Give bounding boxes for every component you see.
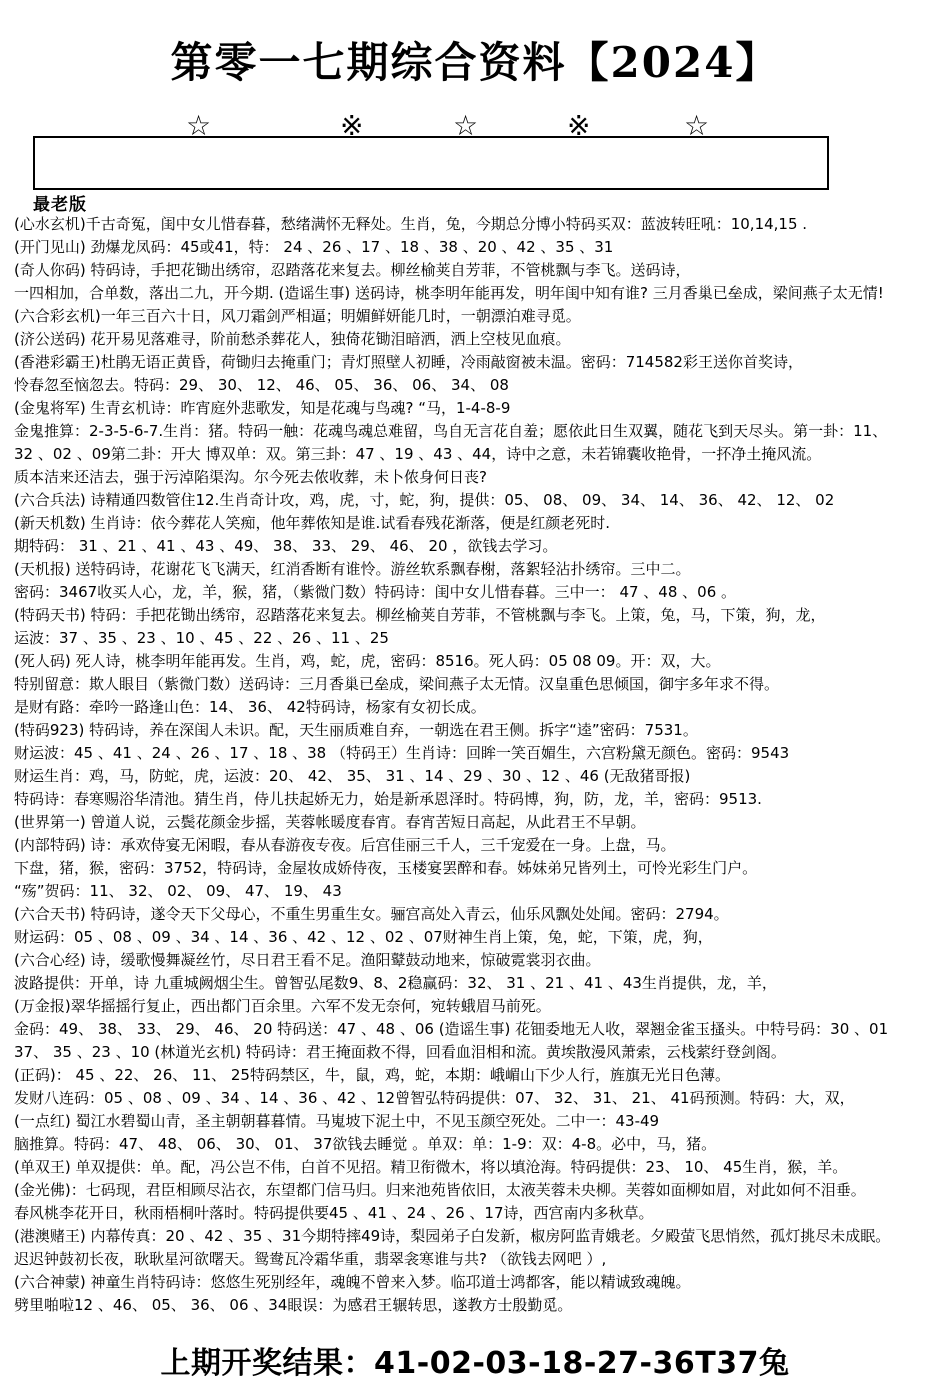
text-line: (六合心经) 诗，缓歌慢舞凝丝竹，尽日君王看不足。渔阳鼙鼓动地来，惊破霓裳羽衣曲。	[14, 951, 601, 969]
text-line: 一四相加，合单数，落出二九，开今期. (造谣生事) 送码诗，桃李明年能再发，明年闺中知有谁? 三月香巢已垒成，梁间燕子太无情!	[14, 284, 884, 302]
text-line: (世界第一) 曾道人说，云鬓花颜金步摇，芙蓉帐暖度春宵。春宵苦短日高起，从此君王不早朝。	[14, 813, 646, 831]
text-line: “殇”贺码：11、 32、 02、 09、 47、 19、 43	[14, 882, 342, 900]
text-line: 金码：49、 38、 33、 29、 46、 20 特码送：47 、48 、06 (造谣生事) 花钿委地无人收，翠翘金雀玉搔头。中特号码：30 、01	[14, 1020, 889, 1038]
text-line: 财运波：45 、41 、24 、26 、17 、18 、38 （特码王）生肖诗：回眸一笑百媚生，六宫粉黛无颜色。密码：9543	[14, 744, 790, 762]
text-line: 37、 35 、23 、10 (林道光玄机) 特码诗：君王掩面救不得，回看血泪相和流。黄埃散漫风萧索，云栈萦纡登剑阁。	[14, 1043, 786, 1061]
text-line: (特码天书) 特码：手把花锄出绣帘，忍踏落花来复去。柳丝榆荚自芳菲，不管桃飘与李飞。上策，兔，马，下策，狗，龙，	[14, 606, 826, 624]
star-icon: ☆	[453, 109, 479, 142]
text-line: 怜春忽至恼忽去。特码：29、 30、 12、 46、 05、 36、 06、 34、 08	[14, 376, 509, 394]
text-line: 下盘，猪，猴，密码：3752，特码诗，金屋妆成娇侍夜，玉楼宴罢醉和春。姊妹弟兄皆列土，可怜光彩生门户。	[14, 859, 758, 877]
text-line: 32 、02 、09第二卦：开大 博双单：双。第三卦：47 、19 、43 、44，诗中之意，未若锦囊收艳骨，一抔净土掩风流。	[14, 445, 822, 463]
blank-banner-box	[33, 136, 829, 190]
text-line: 财运码：05 、08 、09 、34 、14 、36 、42 、12 、02 、07财神生肖上策，兔，蛇，下策，虎，狗，	[14, 928, 713, 946]
text-line: (内部特码) 诗：承欢侍宴无闲暇，春从春游夜专夜。后宫佳丽三千人，三千宠爱在一身。上盘，马。	[14, 836, 676, 854]
text-line: (金光佛)：七码现，君臣相顾尽沾衣，东望都门信马归。归来池苑皆依旧，太液芙蓉未央柳。芙蓉如面柳如眉，对此如何不泪垂。	[14, 1181, 866, 1199]
text-line: (金鬼将军) 生青玄机诗：昨宵庭外悲歌发，知是花魂与鸟魂? “马，1-4-8-9	[14, 399, 511, 417]
text-line: 发财八连码：05 、08 、09 、34 、14 、36 、42 、12曾智弘特码提供：07、 32、 31、 21、 41码预测。特码：大，双，	[14, 1089, 855, 1107]
text-line: 脑推算。特码：47、 48、 06、 30、 01、 37欲钱去睡觉 。单双：单：1-9：双：4-8。必中，马，猪。	[14, 1135, 717, 1153]
edition-label: 最老版	[33, 195, 87, 215]
text-line: 金鬼推算：2-3-5-6-7.生肖：猪。特码一触：花魂鸟魂总难留，鸟自无言花自羞；愿依此日生双翼，随花飞到天尽头。第一卦：11、	[14, 422, 888, 440]
reference-mark-icon: ※	[340, 109, 364, 142]
text-line: (单双王) 单双提供：单。配，冯公岂不伟，白首不见招。精卫衔微木，将以填沧海。特码提供：23、 10、 45生肖，猴，羊。	[14, 1158, 848, 1176]
text-line: (正码)： 45 、22、 26、 11、 25特码禁区，牛，鼠，鸡，蛇，本期：峨嵋山下少人行，旌旗无光日色薄。	[14, 1066, 730, 1084]
text-line: (六合神蒙) 神童生肖特码诗：悠悠生死别经年，魂魄不曾来入梦。临邛道士鸿都客，能以精诚致魂魄。	[14, 1273, 691, 1291]
text-line: (万金报)翠华摇摇行复止，西出都门百余里。六军不发无奈何，宛转蛾眉马前死。	[14, 997, 551, 1015]
page-title: 第零一七期综合资料【2024】	[170, 38, 780, 87]
text-line: 期特码： 31 、21 、41 、43 、49、 38、 33、 29、 46、 20 ，欲钱去学习。	[14, 537, 558, 555]
text-line: 运波：37 、35 、23 、10 、45 、22 、26 、11 、25	[14, 629, 389, 647]
text-line: (天机报) 送特码诗，花谢花飞飞满天，红消香断有谁怜。游丝软系飘春榭，落絮轻沾扑绣帘。三中二。	[14, 560, 691, 578]
text-line: (香港彩霸王)杜鹃无语正黄昏，荷锄归去掩重门；青灯照壁人初睡，冷雨敲窗被未温。密码：714582彩王送你首奖诗，	[14, 353, 803, 371]
text-line: (六合彩玄机)一年三百六十日，风刀霜剑严相逼；明媚鲜妍能几时，一朝漂泊难寻觅。	[14, 307, 581, 325]
text-line: 劈里啪啦12 、46、 05、 36、 06 、34眼误：为感君王辗转思，遂教方士殷勤觅。	[14, 1296, 573, 1314]
text-line: (开门见山) 劲爆龙凤码：45或41，特： 24 、26 、17 、18 、38 、20 、42 、35 、31	[14, 238, 614, 256]
text-line: (心水玄机)千古奇冤，闺中女儿惜春暮，愁绪满怀无释处。生肖，兔，今期总分博小特码买双：蓝波转旺吼：10,14,15 .	[14, 215, 808, 233]
text-line: 财运生肖：鸡，马，防蛇，虎，运波：20、 42、 35、 31 、14 、29 、30 、12 、46 (无敌猪哥报)	[14, 767, 691, 785]
text-line: (济公送码) 花开易见落难寻，阶前愁杀葬花人，独倚花锄泪暗洒，洒上空枝见血痕。	[14, 330, 571, 348]
tips-text-body	[14, 213, 944, 1317]
text-line: 是财有路：牵吟一路逢山色：14、 36、 42特码诗，杨家有女初长成。	[14, 698, 486, 716]
text-line: 特码诗：春寒赐浴华清池。猜生肖，侍儿扶起娇无力，始是新承恩泽时。特码博，狗，防，龙，羊，密码：9513.	[14, 790, 762, 808]
text-line: 密码：3467收买人心，龙，羊，猴，猪，（紫微门数）特码诗：闺中女儿惜春暮。三中一： 47 、48 、06 。	[14, 583, 737, 601]
text-line: (六合兵法) 诗精通四数管住12.生肖奇计攻，鸡，虎，寸，蛇，狗，提供：05、 08、 09、 34、 14、 36、 42、 12、 02	[14, 491, 835, 509]
text-line: 波路提供：开单，诗 九重城阙烟尘生。曾智弘尾数9、8、2稳赢码：32、 31 、21 、41 、43生肖提供，龙，羊，	[14, 974, 777, 992]
text-line: (奇人你码) 特码诗，手把花锄出绣帘，忍踏落花来复去。柳丝榆荚自芳菲，不管桃飘与李飞。送码诗，	[14, 261, 691, 279]
text-line: 迟迟钟鼓初长夜，耿耿星河欲曙天。鸳鸯瓦冷霜华重，翡翠衾寒谁与共? （欲钱去网吧 ）,	[14, 1250, 607, 1268]
text-line: (港澳赌王) 内幕传真：20 、42 、35 、31今期特摔49诗，梨园弟子白发新，椒房阿监青娥老。夕殿萤飞思悄然，孤灯挑尽未成眠。	[14, 1227, 891, 1245]
reference-mark-icon: ※	[567, 109, 591, 142]
text-line: (六合天书) 特码诗，遂令天下父母心，不重生男重生女。骊宫高处入青云，仙乐风飘处处闻。密码：2794。	[14, 905, 729, 923]
text-line: 质本洁来还洁去，强于污淖陷渠沟。尔今死去侬收葬，未卜侬身何日丧?	[14, 468, 487, 486]
text-line: (一点红) 蜀江水碧蜀山青，圣主朝朝暮暮情。马嵬坡下泥土中，不见玉颜空死处。二中一：43-49	[14, 1112, 660, 1130]
last-draw-result: 上期开奖结果：41-02-03-18-27-36T37兔	[160, 1346, 790, 1381]
text-line: 特别留意：欺人眼目（紫微门数）送码诗：三月香巢已垒成，梁间燕子太无情。汉皇重色思倾国，御宇多年求不得。	[14, 675, 780, 693]
text-line: (特码923) 特码诗，养在深闺人未识。配，天生丽质难自弃，一朝选在君王侧。拆字“逵”密码：7531。	[14, 721, 698, 739]
text-line: 春风桃李花开日，秋雨梧桐叶落时。特码提供要45 、41 、24 、26 、17诗，西宫南内多秋草。	[14, 1204, 654, 1222]
star-icon: ☆	[186, 109, 212, 142]
text-line: (死人码) 死人诗，桃李明年能再发。生肖，鸡，蛇，虎，密码：8516。死人码：05 08 09。开：双，大。	[14, 652, 721, 670]
star-icon: ☆	[684, 109, 710, 142]
text-line: (新天机数) 生肖诗：依今葬花人笑痴，他年葬侬知是谁.试看春残花渐落，便是红颜老死时.	[14, 514, 611, 532]
